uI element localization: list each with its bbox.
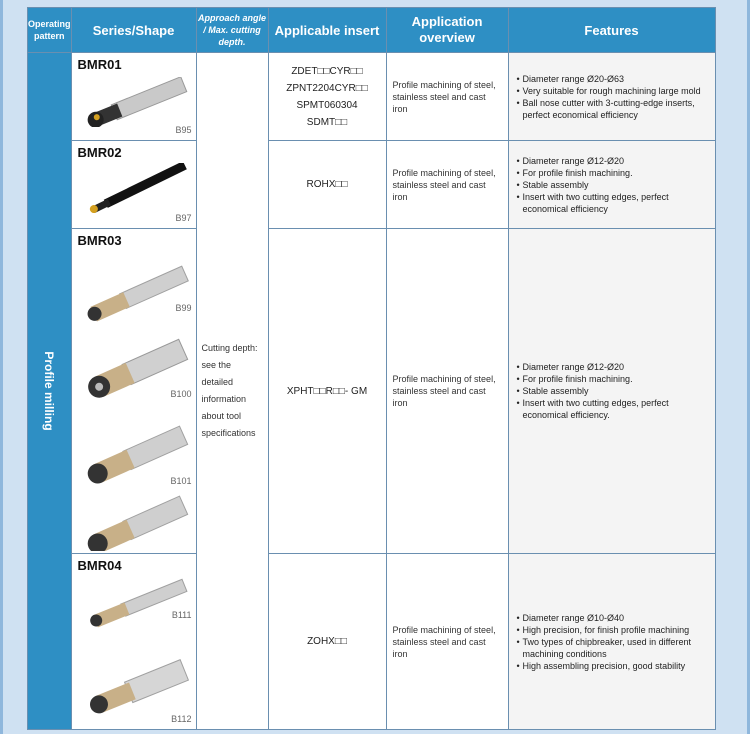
application-text: Profile machining of steel, stainless steel and cast iron	[392, 624, 496, 659]
header-applicable-insert: Applicable insert	[268, 8, 386, 53]
table-row	[28, 141, 716, 229]
feature-item: • Ball nose cutter with 3-cutting-edge inserts, perfect economical efficiency	[517, 97, 710, 121]
insert-cell-bmr02	[268, 141, 386, 229]
page-ref: B112	[171, 714, 192, 724]
tool-image-bmr01	[82, 77, 192, 127]
series-cell-bmr02	[71, 141, 196, 229]
series-name: BMR04	[77, 558, 122, 573]
application-cell-bmr02	[386, 141, 508, 229]
feature-item: • Two types of chipbreaker, used in different machining conditions	[517, 636, 710, 660]
table-row	[28, 554, 716, 730]
header-application-overview: Application overview	[386, 8, 508, 53]
page-ref: B95	[175, 125, 192, 135]
insert-code: ZPNT2204CYR□□	[286, 82, 368, 94]
insert-code: ZOHX□□	[307, 636, 347, 647]
feature-item: • High precision, for finish profile machining	[517, 624, 710, 636]
tool-image-bmr02	[82, 163, 192, 213]
insert-code: ROHX□□	[306, 179, 348, 190]
features-cell-bmr04	[508, 554, 715, 730]
insert-code: SPMT060304	[296, 99, 358, 111]
application-cell-bmr01	[386, 53, 508, 141]
feature-item: • Diameter range Ø12-Ø20	[517, 155, 710, 167]
feature-item: • Insert with two cutting edges, perfect economical efficiency	[517, 191, 710, 215]
insert-cell-bmr03	[268, 229, 386, 554]
application-text: Profile machining of steel, stainless steel and cast iron	[392, 374, 496, 408]
series-cell-bmr03	[71, 229, 196, 554]
tool-images-bmr03	[82, 251, 192, 551]
feature-item: • Insert with two cutting edges, perfect economical efficiency.	[517, 397, 710, 421]
page-ref: B100	[170, 389, 192, 399]
operating-pattern-label: Profile milling	[42, 351, 57, 431]
series-name: BMR01	[77, 57, 122, 72]
header-row	[28, 8, 716, 53]
features-cell-bmr01	[508, 53, 715, 141]
feature-item: • Stable assembly	[517, 179, 710, 191]
feature-item: • Stable assembly	[517, 385, 710, 397]
page-ref: B101	[170, 476, 192, 486]
table-row	[28, 229, 716, 554]
features-cell-bmr02	[508, 141, 715, 229]
insert-code: SDMT□□	[306, 116, 348, 128]
page-ref: B99	[175, 303, 192, 313]
insert-code: XPHT□□R□□- GM	[286, 385, 368, 397]
header-operating-pattern: Operating pattern	[28, 8, 72, 53]
operating-pattern-cell	[28, 53, 72, 730]
insert-cell-bmr01	[268, 53, 386, 141]
header-approach-angle: Approach angle / Max. cutting depth.	[196, 8, 268, 53]
feature-item: • Very suitable for rough machining large mold	[517, 85, 710, 97]
header-series-shape: Series/Shape	[71, 8, 196, 53]
page-ref: B97	[175, 213, 192, 223]
application-text: Profile machining of steel, stainless steel and cast iron	[392, 79, 496, 114]
application-cell-bmr03	[386, 229, 508, 554]
feature-item: • Diameter range Ø12-Ø20	[517, 361, 710, 373]
feature-item: • Diameter range Ø10-Ø40	[517, 612, 710, 624]
series-cell-bmr01	[71, 53, 196, 141]
series-cell-bmr04	[71, 554, 196, 730]
feature-item: • Diameter range Ø20-Ø63	[517, 73, 710, 85]
feature-item: • For profile finish machining.	[517, 167, 710, 179]
feature-item: • High assembling precision, good stability	[517, 660, 710, 672]
page-ref: B111	[171, 610, 192, 620]
application-cell-bmr04	[386, 554, 508, 730]
approach-angle-cell	[196, 53, 268, 730]
header-features: Features	[508, 8, 715, 53]
table-row	[28, 53, 716, 141]
insert-code: ZDET□□CYR□□	[291, 65, 363, 77]
approach-angle-text: Cutting depth: see the detailed information about tool specifications	[201, 343, 258, 438]
application-text: Profile machining of steel, stainless steel and cast iron	[392, 167, 496, 202]
series-name: BMR02	[77, 145, 122, 160]
insert-cell-bmr04	[268, 554, 386, 730]
tool-table	[27, 7, 716, 730]
series-name: BMR03	[77, 233, 122, 248]
tool-images-bmr04	[82, 574, 192, 724]
features-cell-bmr03	[508, 229, 715, 554]
feature-item: • For profile finish machining.	[517, 373, 710, 385]
